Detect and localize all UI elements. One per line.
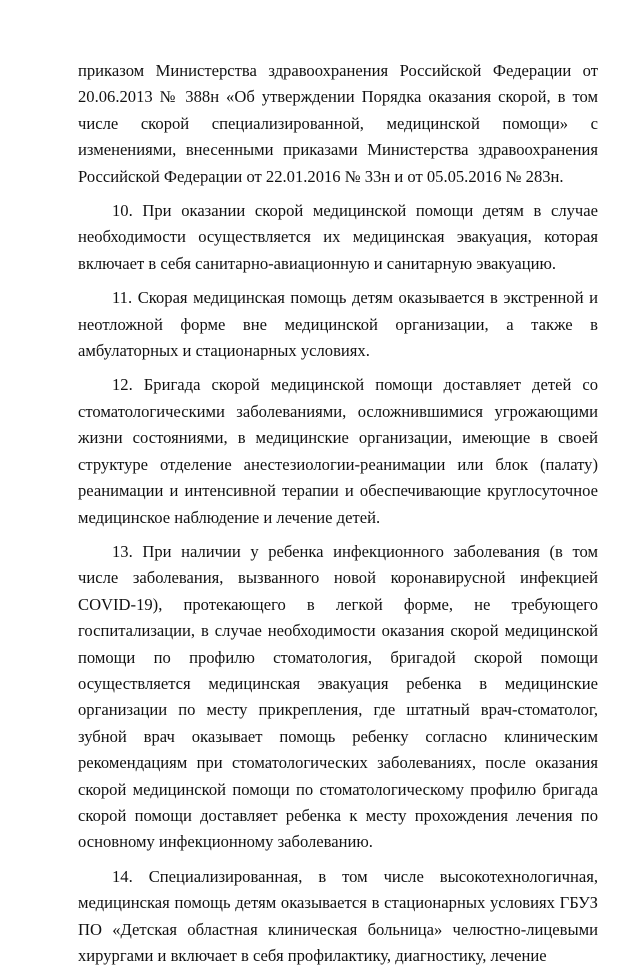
paragraph-continuation	[78, 58, 598, 190]
paragraph-number: 10.	[112, 201, 133, 221]
paragraph-number: 12.	[112, 375, 133, 395]
paragraph-text: При оказании скорой медицинской помощи детям в случае необходимости осуществляется их медицинская эвакуация, которая включает в себя санитарно-авиационную и санитарную эвакуацию.	[78, 201, 598, 273]
paragraph-number: 11.	[112, 288, 133, 308]
paragraph-item-14	[78, 864, 598, 969]
paragraph-item-11	[78, 285, 598, 364]
paragraph-item-13	[78, 539, 598, 856]
paragraph-text: При наличии у ребенка инфекционного заболевания (в том числе заболевания, вызванного новой коронавирусной инфекцией COVID-19), протекающего в легкой форме, не требующего госпитализации, в случае необходимости оказания скорой медицинской помощи по профилю стоматология, бригадой скорой помощи осуществляется медицинская эвакуация ребенка в медицинские организации по месту прикрепления, где штатный врач-стоматолог, зубной врач оказывает помощь ребенку согласно клиническим рекомендациям при стоматологических заболеваниях, после оказания скорой медицинской помощи по стоматологическому профилю бригада скорой помощи доставляет ребенка к месту прохождения лечения по основному инфекционному заболеванию.	[78, 541, 598, 852]
paragraph-number: 13.	[112, 541, 133, 561]
paragraph-text: Бригада скорой медицинской помощи доставляет детей со стоматологическими заболеваниями, осложнившимися угрожающими жизни состояниями, в медицинские организации, имеющие в своей структуре отделение анестезиологии-реанимации или блок (палату) реанимации и интенсивной терапии и обеспечивающие круглосуточное медицинское наблюдение и лечение детей.	[78, 375, 598, 527]
paragraph-text: приказом Министерства здравоохранения Российской Федерации от 20.06.2013 № 388н «Об утверждении Порядка оказания скорой, в том числе скорой специализированной, медицинской помощи» с изменениями, внесенными приказами Министерства здравоохранения Российской Федерации от 22.01.2016 № 33н и от 05.05.2016 № 283н.	[78, 61, 598, 186]
document-body	[78, 58, 598, 969]
paragraph-text: Скорая медицинская помощь детям оказывается в экстренной и неотложной форме вне медицинской организации, а также в амбулаторных и стационарных условиях.	[78, 288, 598, 361]
paragraph-number: 14.	[112, 866, 133, 886]
paragraph-item-12	[78, 372, 598, 530]
paragraph-item-10	[78, 198, 598, 277]
paragraph-text: Специализированная, в том числе высокотехнологичная, медицинская помощь детям оказывается в стационарных условиях ГБУЗ ПО «Детская областная клиническая больница» челюстно-лицевыми хирургами и включает в себя профилактику, диагностику, лечение	[78, 866, 598, 965]
